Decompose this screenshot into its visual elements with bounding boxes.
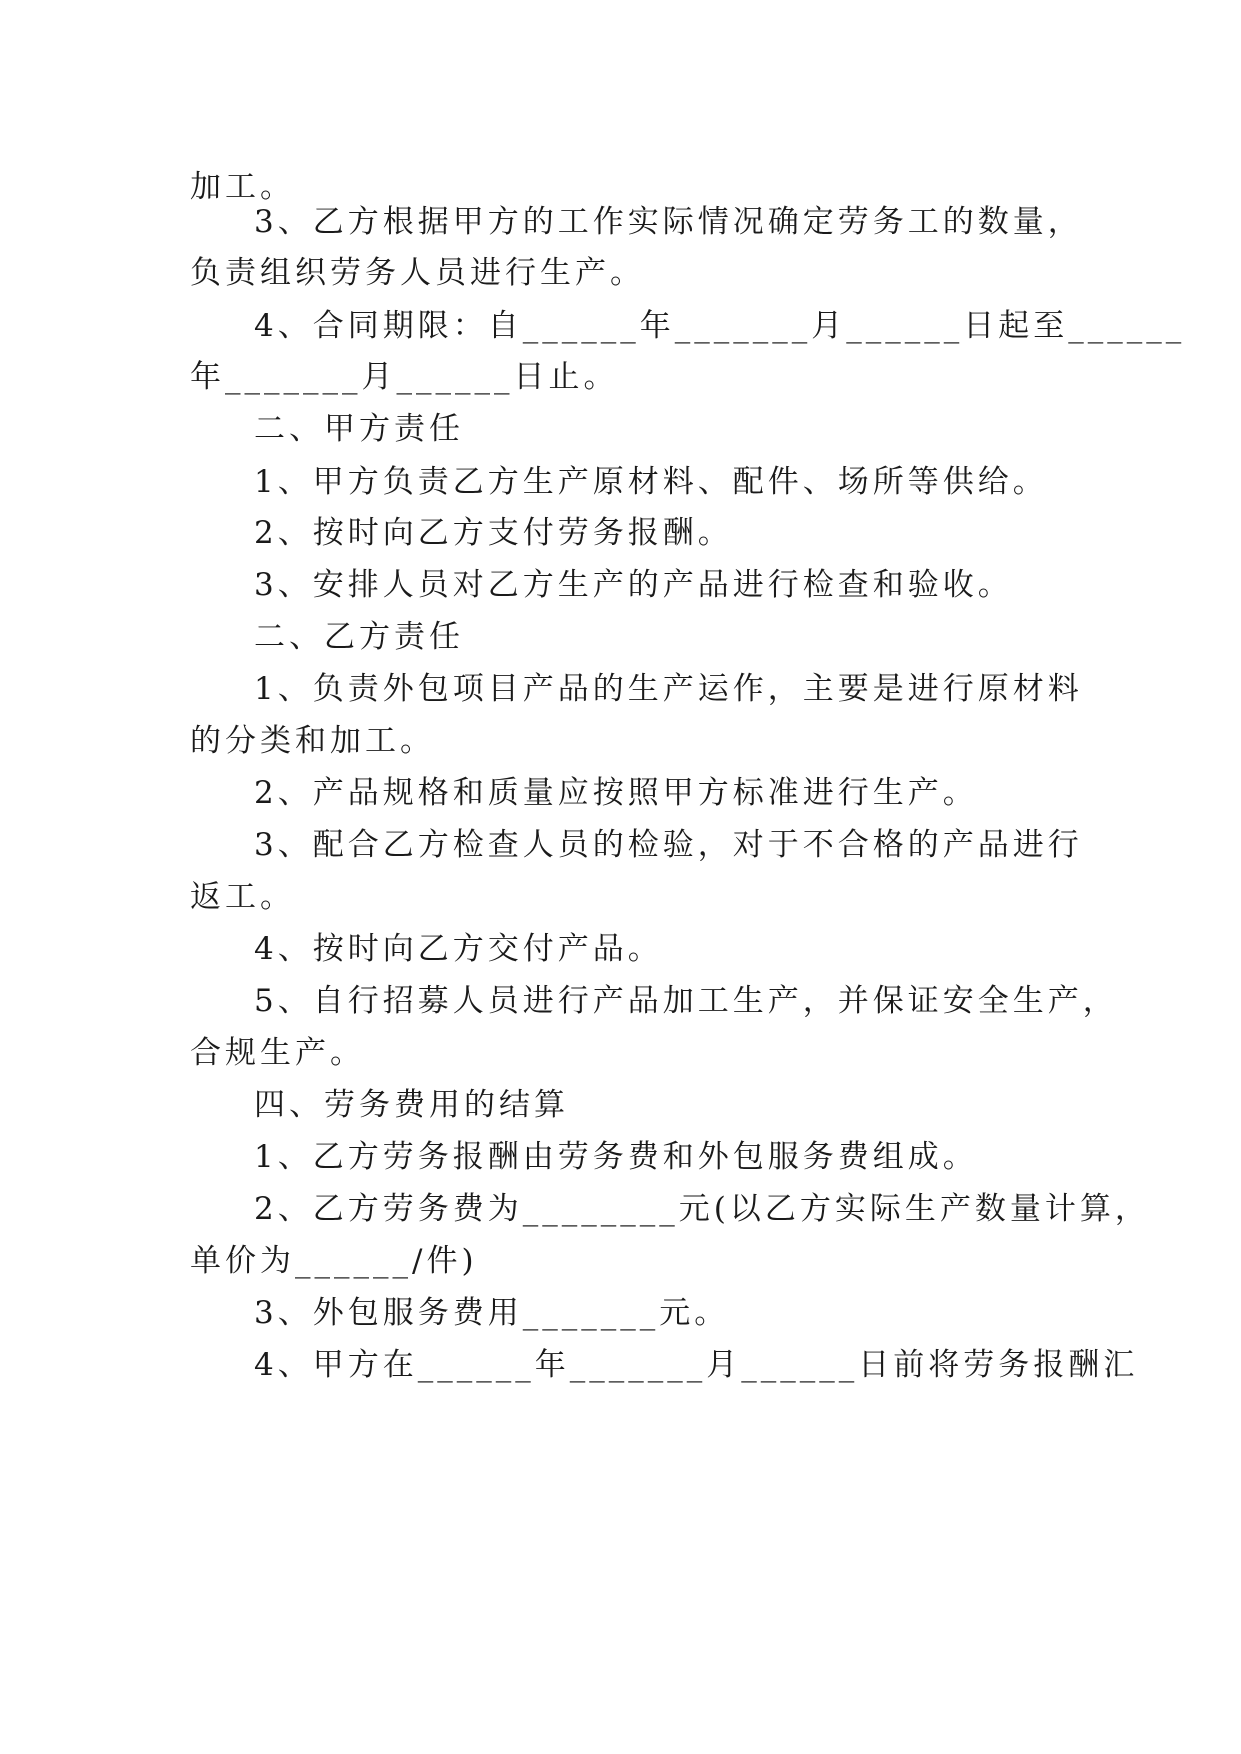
text-line: 4、按时向乙方交付产品。 bbox=[254, 931, 663, 967]
section-heading: 二、乙方责任 bbox=[254, 619, 464, 655]
text-line: 年_______月______日止。 bbox=[190, 359, 619, 395]
text-line: 5、自行招募人员进行产品加工生产，并保证安全生产， bbox=[254, 983, 1118, 1019]
text-line: 2、按时向乙方支付劳务报酬。 bbox=[254, 515, 733, 551]
text-line: 4、甲方在______年_______月______日前将劳务报酬汇 bbox=[254, 1347, 1139, 1383]
text-line: 负责组织劳务人员进行生产。 bbox=[190, 255, 645, 291]
text-line: 加工。 bbox=[190, 169, 295, 205]
text-line: 3、乙方根据甲方的工作实际情况确定劳务工的数量， bbox=[254, 204, 1083, 240]
section-heading: 四、劳务费用的结算 bbox=[254, 1087, 569, 1123]
text-line: 1、负责外包项目产品的生产运作，主要是进行原材料 bbox=[254, 671, 1083, 707]
text-line: 2、乙方劳务费为________元(以乙方实际生产数量计算， bbox=[254, 1191, 1150, 1227]
text-line: 合规生产。 bbox=[190, 1035, 365, 1071]
text-line: 单价为______/件) bbox=[190, 1243, 478, 1279]
text-line: 4、合同期限：自______年_______月______日起至______ bbox=[254, 308, 1186, 344]
text-line: 的分类和加工。 bbox=[190, 723, 435, 759]
text-line: 1、乙方劳务报酬由劳务费和外包服务费组成。 bbox=[254, 1139, 978, 1175]
text-line: 返工。 bbox=[190, 879, 295, 915]
text-line: 2、产品规格和质量应按照甲方标准进行生产。 bbox=[254, 775, 978, 811]
text-line: 3、外包服务费用_______元。 bbox=[254, 1295, 730, 1331]
section-heading: 二、甲方责任 bbox=[254, 411, 464, 447]
text-line: 1、甲方负责乙方生产原材料、配件、场所等供给。 bbox=[254, 464, 1048, 500]
text-line: 3、安排人员对乙方生产的产品进行检查和验收。 bbox=[254, 567, 1013, 603]
text-line: 3、配合乙方检查人员的检验，对于不合格的产品进行 bbox=[254, 827, 1083, 863]
